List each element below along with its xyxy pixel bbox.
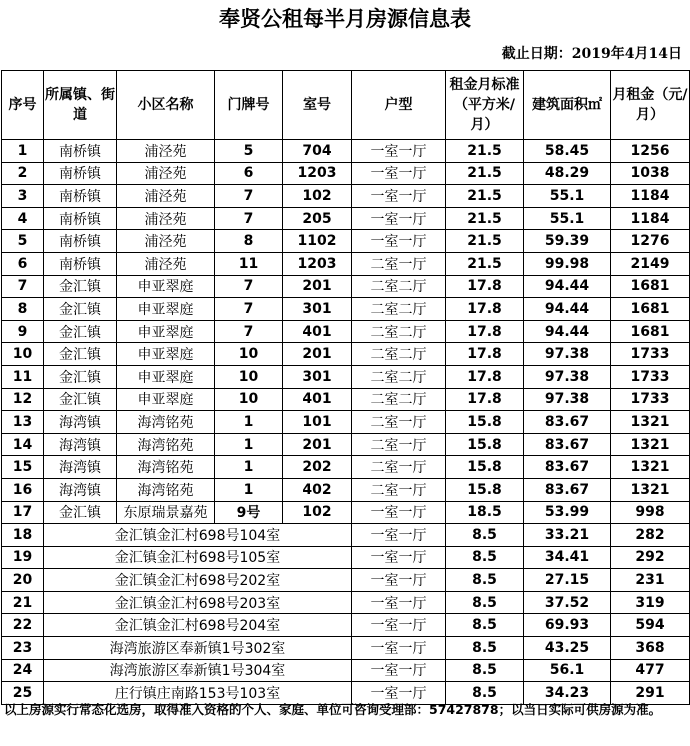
cell-area: 94.44 [524, 275, 611, 298]
cell-door: 1 [215, 411, 283, 434]
cell-layout: 一室一厅 [352, 185, 446, 208]
table-row [2, 140, 690, 163]
cell-town: 南桥镇 [44, 230, 117, 253]
cell-community: 申亚翠庭 [117, 365, 215, 388]
cell-rent-standard: 21.5 [446, 207, 524, 230]
table-row [2, 591, 690, 614]
cell-area: 83.67 [524, 478, 611, 501]
cell-community: 海湾铭苑 [117, 411, 215, 434]
cell-room: 401 [283, 320, 352, 343]
cell-seq: 6 [2, 252, 44, 275]
cell-seq: 23 [2, 637, 44, 660]
cell-area: 55.1 [524, 207, 611, 230]
cell-area: 97.38 [524, 343, 611, 366]
cell-layout: 一室一厅 [352, 140, 446, 163]
cell-room: 102 [283, 185, 352, 208]
cell-door: 9号 [215, 501, 283, 524]
cell-address: 海湾旅游区奉新镇1号304室 [44, 659, 352, 682]
table-row [2, 546, 690, 569]
cell-area: 59.39 [524, 230, 611, 253]
cell-monthly-rent: 477 [611, 659, 690, 682]
cell-door: 7 [215, 275, 283, 298]
table-body [2, 140, 690, 705]
cell-monthly-rent: 292 [611, 546, 690, 569]
cell-community: 浦泾苑 [117, 230, 215, 253]
cell-community: 申亚翠庭 [117, 298, 215, 321]
table-row [2, 456, 690, 479]
cell-community: 浦泾苑 [117, 162, 215, 185]
cell-seq: 1 [2, 140, 44, 163]
cell-door: 5 [215, 140, 283, 163]
cell-rent-standard: 8.5 [446, 524, 524, 547]
cell-rent-standard: 21.5 [446, 230, 524, 253]
cell-address: 庄行镇庄南路153号103室 [44, 682, 352, 705]
cell-layout: 二室一厅 [352, 433, 446, 456]
cell-door: 1 [215, 433, 283, 456]
cell-layout: 二室一厅 [352, 252, 446, 275]
cell-town: 南桥镇 [44, 207, 117, 230]
cell-rent-standard: 18.5 [446, 501, 524, 524]
cell-seq: 19 [2, 546, 44, 569]
cell-door: 7 [215, 207, 283, 230]
cell-monthly-rent: 1681 [611, 275, 690, 298]
cell-community: 申亚翠庭 [117, 343, 215, 366]
cell-rent-standard: 8.5 [446, 546, 524, 569]
cell-layout: 一室一厅 [352, 524, 446, 547]
cell-address: 金汇镇金汇村698号204室 [44, 614, 352, 637]
cell-seq: 25 [2, 682, 44, 705]
table-row [2, 298, 690, 321]
cell-monthly-rent: 1733 [611, 343, 690, 366]
cell-seq: 2 [2, 162, 44, 185]
cell-door: 7 [215, 298, 283, 321]
cell-rent-standard: 17.8 [446, 298, 524, 321]
cell-door: 1 [215, 456, 283, 479]
cell-layout: 一室一厅 [352, 637, 446, 660]
cell-seq: 21 [2, 591, 44, 614]
cell-layout: 一室一厅 [352, 162, 446, 185]
header-room: 室号 [283, 71, 352, 140]
cell-town: 金汇镇 [44, 501, 117, 524]
cell-rent-standard: 15.8 [446, 478, 524, 501]
cell-town: 金汇镇 [44, 298, 117, 321]
header-door: 门牌号 [215, 71, 283, 140]
table-row [2, 320, 690, 343]
cell-layout: 二室二厅 [352, 388, 446, 411]
cell-room: 1203 [283, 252, 352, 275]
cell-door: 7 [215, 320, 283, 343]
page-title: 奉贤公租每半月房源信息表 [219, 7, 471, 31]
cell-seq: 16 [2, 478, 44, 501]
cell-area: 53.99 [524, 501, 611, 524]
cell-monthly-rent: 1184 [611, 185, 690, 208]
cell-community: 申亚翠庭 [117, 275, 215, 298]
cell-seq: 14 [2, 433, 44, 456]
cell-room: 301 [283, 365, 352, 388]
table-row [2, 275, 690, 298]
cell-layout: 一室一厅 [352, 207, 446, 230]
cell-layout: 二室二厅 [352, 298, 446, 321]
cell-rent-standard: 17.8 [446, 320, 524, 343]
cell-room: 202 [283, 456, 352, 479]
cell-monthly-rent: 998 [611, 501, 690, 524]
cell-door: 7 [215, 185, 283, 208]
cell-area: 94.44 [524, 298, 611, 321]
cell-monthly-rent: 282 [611, 524, 690, 547]
cell-seq: 11 [2, 365, 44, 388]
cell-seq: 20 [2, 569, 44, 592]
header-seq: 序号 [2, 71, 44, 140]
cutoff-date: 截止日期：2019年4月14日 [501, 46, 682, 62]
cell-door: 8 [215, 230, 283, 253]
cell-seq: 9 [2, 320, 44, 343]
cell-door: 10 [215, 365, 283, 388]
cell-door: 6 [215, 162, 283, 185]
cell-town: 金汇镇 [44, 365, 117, 388]
cell-seq: 8 [2, 298, 44, 321]
cell-layout: 一室一厅 [352, 591, 446, 614]
table-row [2, 185, 690, 208]
cell-area: 34.23 [524, 682, 611, 705]
cell-seq: 24 [2, 659, 44, 682]
header-area: 建筑面积㎡ [524, 71, 611, 140]
cell-layout: 一室一厅 [352, 501, 446, 524]
table-row [2, 207, 690, 230]
cell-room: 402 [283, 478, 352, 501]
table-row [2, 411, 690, 434]
cell-monthly-rent: 1184 [611, 207, 690, 230]
cell-door: 10 [215, 388, 283, 411]
cell-monthly-rent: 231 [611, 569, 690, 592]
header-community: 小区名称 [117, 71, 215, 140]
cell-layout: 二室二厅 [352, 275, 446, 298]
cell-room: 102 [283, 501, 352, 524]
table-row [2, 388, 690, 411]
cell-community: 东原瑞景嘉苑 [117, 501, 215, 524]
cell-rent-standard: 17.8 [446, 343, 524, 366]
cell-monthly-rent: 1733 [611, 388, 690, 411]
table-row [2, 478, 690, 501]
cell-area: 37.52 [524, 591, 611, 614]
header-layout: 户型 [352, 71, 446, 140]
cell-town: 海湾镇 [44, 411, 117, 434]
cell-town: 南桥镇 [44, 162, 117, 185]
cell-area: 83.67 [524, 433, 611, 456]
cell-area: 83.67 [524, 411, 611, 434]
cell-monthly-rent: 319 [611, 591, 690, 614]
cell-room: 401 [283, 388, 352, 411]
cell-community: 浦泾苑 [117, 207, 215, 230]
cell-town: 海湾镇 [44, 433, 117, 456]
cell-town: 金汇镇 [44, 388, 117, 411]
cell-area: 34.41 [524, 546, 611, 569]
table-row [2, 252, 690, 275]
cell-address: 海湾旅游区奉新镇1号302室 [44, 637, 352, 660]
cell-monthly-rent: 368 [611, 637, 690, 660]
cell-rent-standard: 8.5 [446, 682, 524, 705]
table-row [2, 637, 690, 660]
cell-seq: 17 [2, 501, 44, 524]
cell-monthly-rent: 1733 [611, 365, 690, 388]
cell-area: 99.98 [524, 252, 611, 275]
cell-seq: 13 [2, 411, 44, 434]
header-town: 所属镇、街道 [44, 71, 117, 140]
cell-address: 金汇镇金汇村698号202室 [44, 569, 352, 592]
cell-seq: 3 [2, 185, 44, 208]
table-row [2, 569, 690, 592]
cell-area: 69.93 [524, 614, 611, 637]
table-row [2, 501, 690, 524]
cell-community: 海湾铭苑 [117, 478, 215, 501]
cell-seq: 7 [2, 275, 44, 298]
cell-town: 海湾镇 [44, 478, 117, 501]
table-row [2, 230, 690, 253]
cell-monthly-rent: 1038 [611, 162, 690, 185]
cell-rent-standard: 8.5 [446, 569, 524, 592]
cell-seq: 10 [2, 343, 44, 366]
cell-room: 101 [283, 411, 352, 434]
cell-monthly-rent: 1321 [611, 456, 690, 479]
cell-layout: 一室一厅 [352, 682, 446, 705]
housing-table [1, 70, 690, 705]
cell-door: 10 [215, 343, 283, 366]
cell-seq: 4 [2, 207, 44, 230]
cell-area: 97.38 [524, 388, 611, 411]
cell-community: 海湾铭苑 [117, 456, 215, 479]
cell-area: 33.21 [524, 524, 611, 547]
table-row [2, 343, 690, 366]
cell-town: 金汇镇 [44, 275, 117, 298]
cell-door: 11 [215, 252, 283, 275]
cell-rent-standard: 8.5 [446, 591, 524, 614]
table-header-row [2, 71, 690, 140]
cell-monthly-rent: 1321 [611, 433, 690, 456]
cell-seq: 22 [2, 614, 44, 637]
cell-layout: 二室一厅 [352, 411, 446, 434]
cell-layout: 一室一厅 [352, 659, 446, 682]
cell-area: 83.67 [524, 456, 611, 479]
cell-town: 南桥镇 [44, 252, 117, 275]
cell-layout: 一室一厅 [352, 230, 446, 253]
footnote: 以上房源实行常态化选房，取得准入资格的个人、家庭、单位可咨询受理部：57427878；以当日实际可供房源为准。 [4, 702, 662, 717]
cell-rent-standard: 17.8 [446, 275, 524, 298]
cell-area: 97.38 [524, 365, 611, 388]
cell-town: 金汇镇 [44, 343, 117, 366]
cell-monthly-rent: 594 [611, 614, 690, 637]
table-row [2, 614, 690, 637]
cell-community: 申亚翠庭 [117, 320, 215, 343]
cell-rent-standard: 21.5 [446, 140, 524, 163]
cell-monthly-rent: 2149 [611, 252, 690, 275]
cell-community: 申亚翠庭 [117, 388, 215, 411]
header-monthly-rent: 月租金（元/月） [611, 71, 690, 140]
cell-seq: 15 [2, 456, 44, 479]
cell-community: 海湾铭苑 [117, 433, 215, 456]
cell-town: 金汇镇 [44, 320, 117, 343]
cell-seq: 5 [2, 230, 44, 253]
cell-area: 27.15 [524, 569, 611, 592]
cell-monthly-rent: 1256 [611, 140, 690, 163]
cell-layout: 一室一厅 [352, 614, 446, 637]
cell-room: 201 [283, 343, 352, 366]
cell-rent-standard: 8.5 [446, 659, 524, 682]
cell-address: 金汇镇金汇村698号105室 [44, 546, 352, 569]
cell-layout: 二室二厅 [352, 320, 446, 343]
cell-area: 94.44 [524, 320, 611, 343]
cell-town: 南桥镇 [44, 140, 117, 163]
cell-area: 43.25 [524, 637, 611, 660]
cell-rent-standard: 8.5 [446, 637, 524, 660]
cell-rent-standard: 15.8 [446, 411, 524, 434]
cell-community: 浦泾苑 [117, 252, 215, 275]
cell-area: 56.1 [524, 659, 611, 682]
table-row [2, 433, 690, 456]
cell-layout: 二室一厅 [352, 456, 446, 479]
cell-rent-standard: 17.8 [446, 365, 524, 388]
cell-rent-standard: 21.5 [446, 162, 524, 185]
cell-room: 1203 [283, 162, 352, 185]
cell-rent-standard: 21.5 [446, 252, 524, 275]
cell-community: 浦泾苑 [117, 185, 215, 208]
cell-monthly-rent: 1321 [611, 411, 690, 434]
cell-door: 1 [215, 478, 283, 501]
header-rent-standard: 租金月标准（平方米/月） [446, 71, 524, 140]
cell-seq: 12 [2, 388, 44, 411]
cell-layout: 二室二厅 [352, 343, 446, 366]
cell-room: 1102 [283, 230, 352, 253]
cell-layout: 一室一厅 [352, 546, 446, 569]
cell-room: 704 [283, 140, 352, 163]
table-row [2, 162, 690, 185]
cell-community: 浦泾苑 [117, 140, 215, 163]
cell-town: 海湾镇 [44, 456, 117, 479]
cell-rent-standard: 15.8 [446, 456, 524, 479]
table-row [2, 524, 690, 547]
cell-rent-standard: 15.8 [446, 433, 524, 456]
cell-rent-standard: 8.5 [446, 614, 524, 637]
cell-monthly-rent: 291 [611, 682, 690, 705]
cell-area: 55.1 [524, 185, 611, 208]
cell-monthly-rent: 1681 [611, 320, 690, 343]
cell-rent-standard: 21.5 [446, 185, 524, 208]
cell-monthly-rent: 1681 [611, 298, 690, 321]
cell-town: 南桥镇 [44, 185, 117, 208]
cell-address: 金汇镇金汇村698号203室 [44, 591, 352, 614]
table-row [2, 659, 690, 682]
cell-layout: 二室二厅 [352, 365, 446, 388]
table-row [2, 365, 690, 388]
cell-room: 205 [283, 207, 352, 230]
cell-rent-standard: 17.8 [446, 388, 524, 411]
cell-layout: 二室一厅 [352, 478, 446, 501]
cell-area: 58.45 [524, 140, 611, 163]
cell-monthly-rent: 1321 [611, 478, 690, 501]
cell-monthly-rent: 1276 [611, 230, 690, 253]
cell-seq: 18 [2, 524, 44, 547]
cell-room: 201 [283, 433, 352, 456]
cell-room: 201 [283, 275, 352, 298]
cell-address: 金汇镇金汇村698号104室 [44, 524, 352, 547]
cell-layout: 一室一厅 [352, 569, 446, 592]
cell-room: 301 [283, 298, 352, 321]
cell-area: 48.29 [524, 162, 611, 185]
